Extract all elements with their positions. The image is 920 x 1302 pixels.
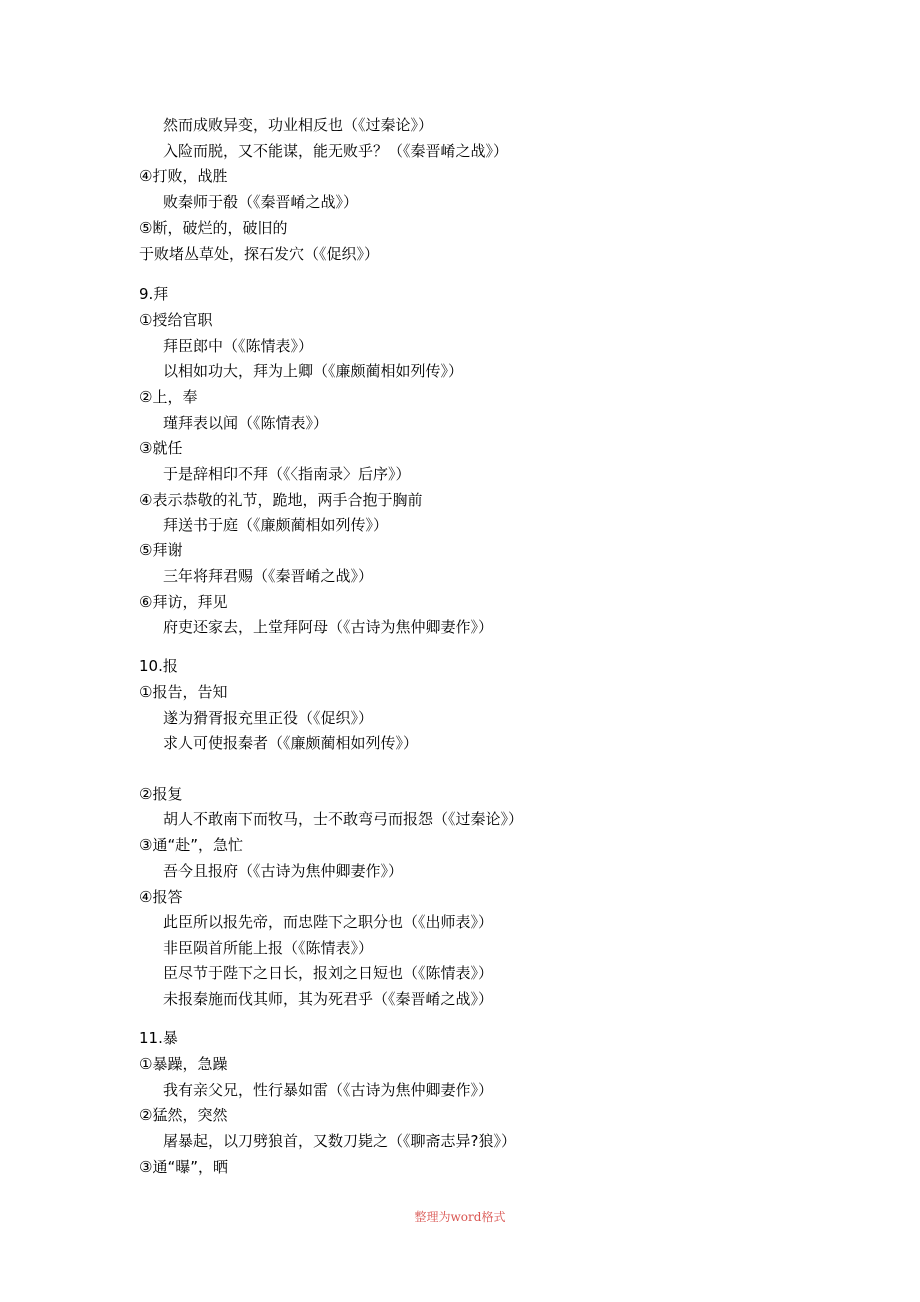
sense-line: ③通“赴”，急忙 [139,836,243,854]
sense-line: ①报告，告知 [139,683,228,701]
example-line: 非臣陨首所能上报（《陈情表》） [163,939,374,957]
sense-line: ①授给官职 [139,311,213,329]
sense-line: 于败堵丛草处，探石发穴（《促织》） [139,245,380,263]
sense-line: ②上，奉 [139,388,198,406]
example-line: 拜臣郎中（《陈情表》） [163,337,314,355]
sense-line: ①暴躁，急躁 [139,1055,228,1073]
example-line: 遂为猾胥报充里正役（《促织》） [163,709,374,727]
sense-line: ④打败，战胜 [139,167,228,185]
entry-heading: 9.拜 [139,285,169,303]
example-line: 未报秦施而伐其师，其为死君乎（《秦晋崤之战》） [163,990,494,1008]
sense-line: ⑥拜访，拜见 [139,593,228,611]
entry-heading: 11.暴 [139,1029,178,1047]
example-line: 拜送书于庭（《廉颇蔺相如列传》） [163,516,389,534]
sense-line: ②猛然，突然 [139,1106,228,1124]
example-line: 三年将拜君赐（《秦晋崤之战》） [163,567,374,585]
example-line: 于是辞相印不拜（《〈指南录〉后序》） [163,465,411,483]
example-line: 瑾拜表以闻（《陈情表》） [163,414,329,432]
example-line: 我有亲父兄，性行暴如雷（《古诗为焦仲卿妻作》） [163,1081,494,1099]
example-line: 吾今且报府（《古诗为焦仲卿妻作》） [163,862,404,880]
entry-heading: 10.报 [139,657,178,675]
example-line: 此臣所以报先帝，而忠陛下之职分也（《出师表》） [163,913,494,931]
example-line: 入险而脱，又不能谋，能无败乎？（《秦晋崤之战》） [163,142,509,160]
sense-line: ③就任 [139,439,183,457]
sense-line: ④报答 [139,888,183,906]
example-line: 府吏还家去，上堂拜阿母（《古诗为焦仲卿妻作》） [163,618,494,636]
sense-line: ⑤拜谢 [139,541,183,559]
example-line: 臣尽节于陛下之日长，报刘之日短也（《陈情表》） [163,964,494,982]
example-line: 败秦师于殽（《秦晋崤之战》） [163,193,359,211]
sense-line: ③通“曝”，晒 [139,1158,228,1176]
sense-line: ⑤断，破烂的，破旧的 [139,219,288,237]
example-line: 然而成败异变，功业相反也（《过秦论》） [163,116,434,134]
example-line: 胡人不敢南下而牧马，士不敢弯弓而报怨（《过秦论》） [163,810,524,828]
example-line: 以相如功大，拜为上卿（《廉颇蔺相如列传》） [163,362,464,380]
footer-note: 整理为word格式 [414,1210,506,1224]
example-line: 屠暴起，以刀劈狼首，又数刀毙之（《聊斋志异?狼》） [163,1132,516,1150]
example-line: 求人可使报秦者（《廉颇蔺相如列传》） [163,734,419,752]
sense-line: ②报复 [139,785,183,803]
sense-line: ④表示恭敬的礼节，跪地，两手合抱于胸前 [139,491,423,509]
